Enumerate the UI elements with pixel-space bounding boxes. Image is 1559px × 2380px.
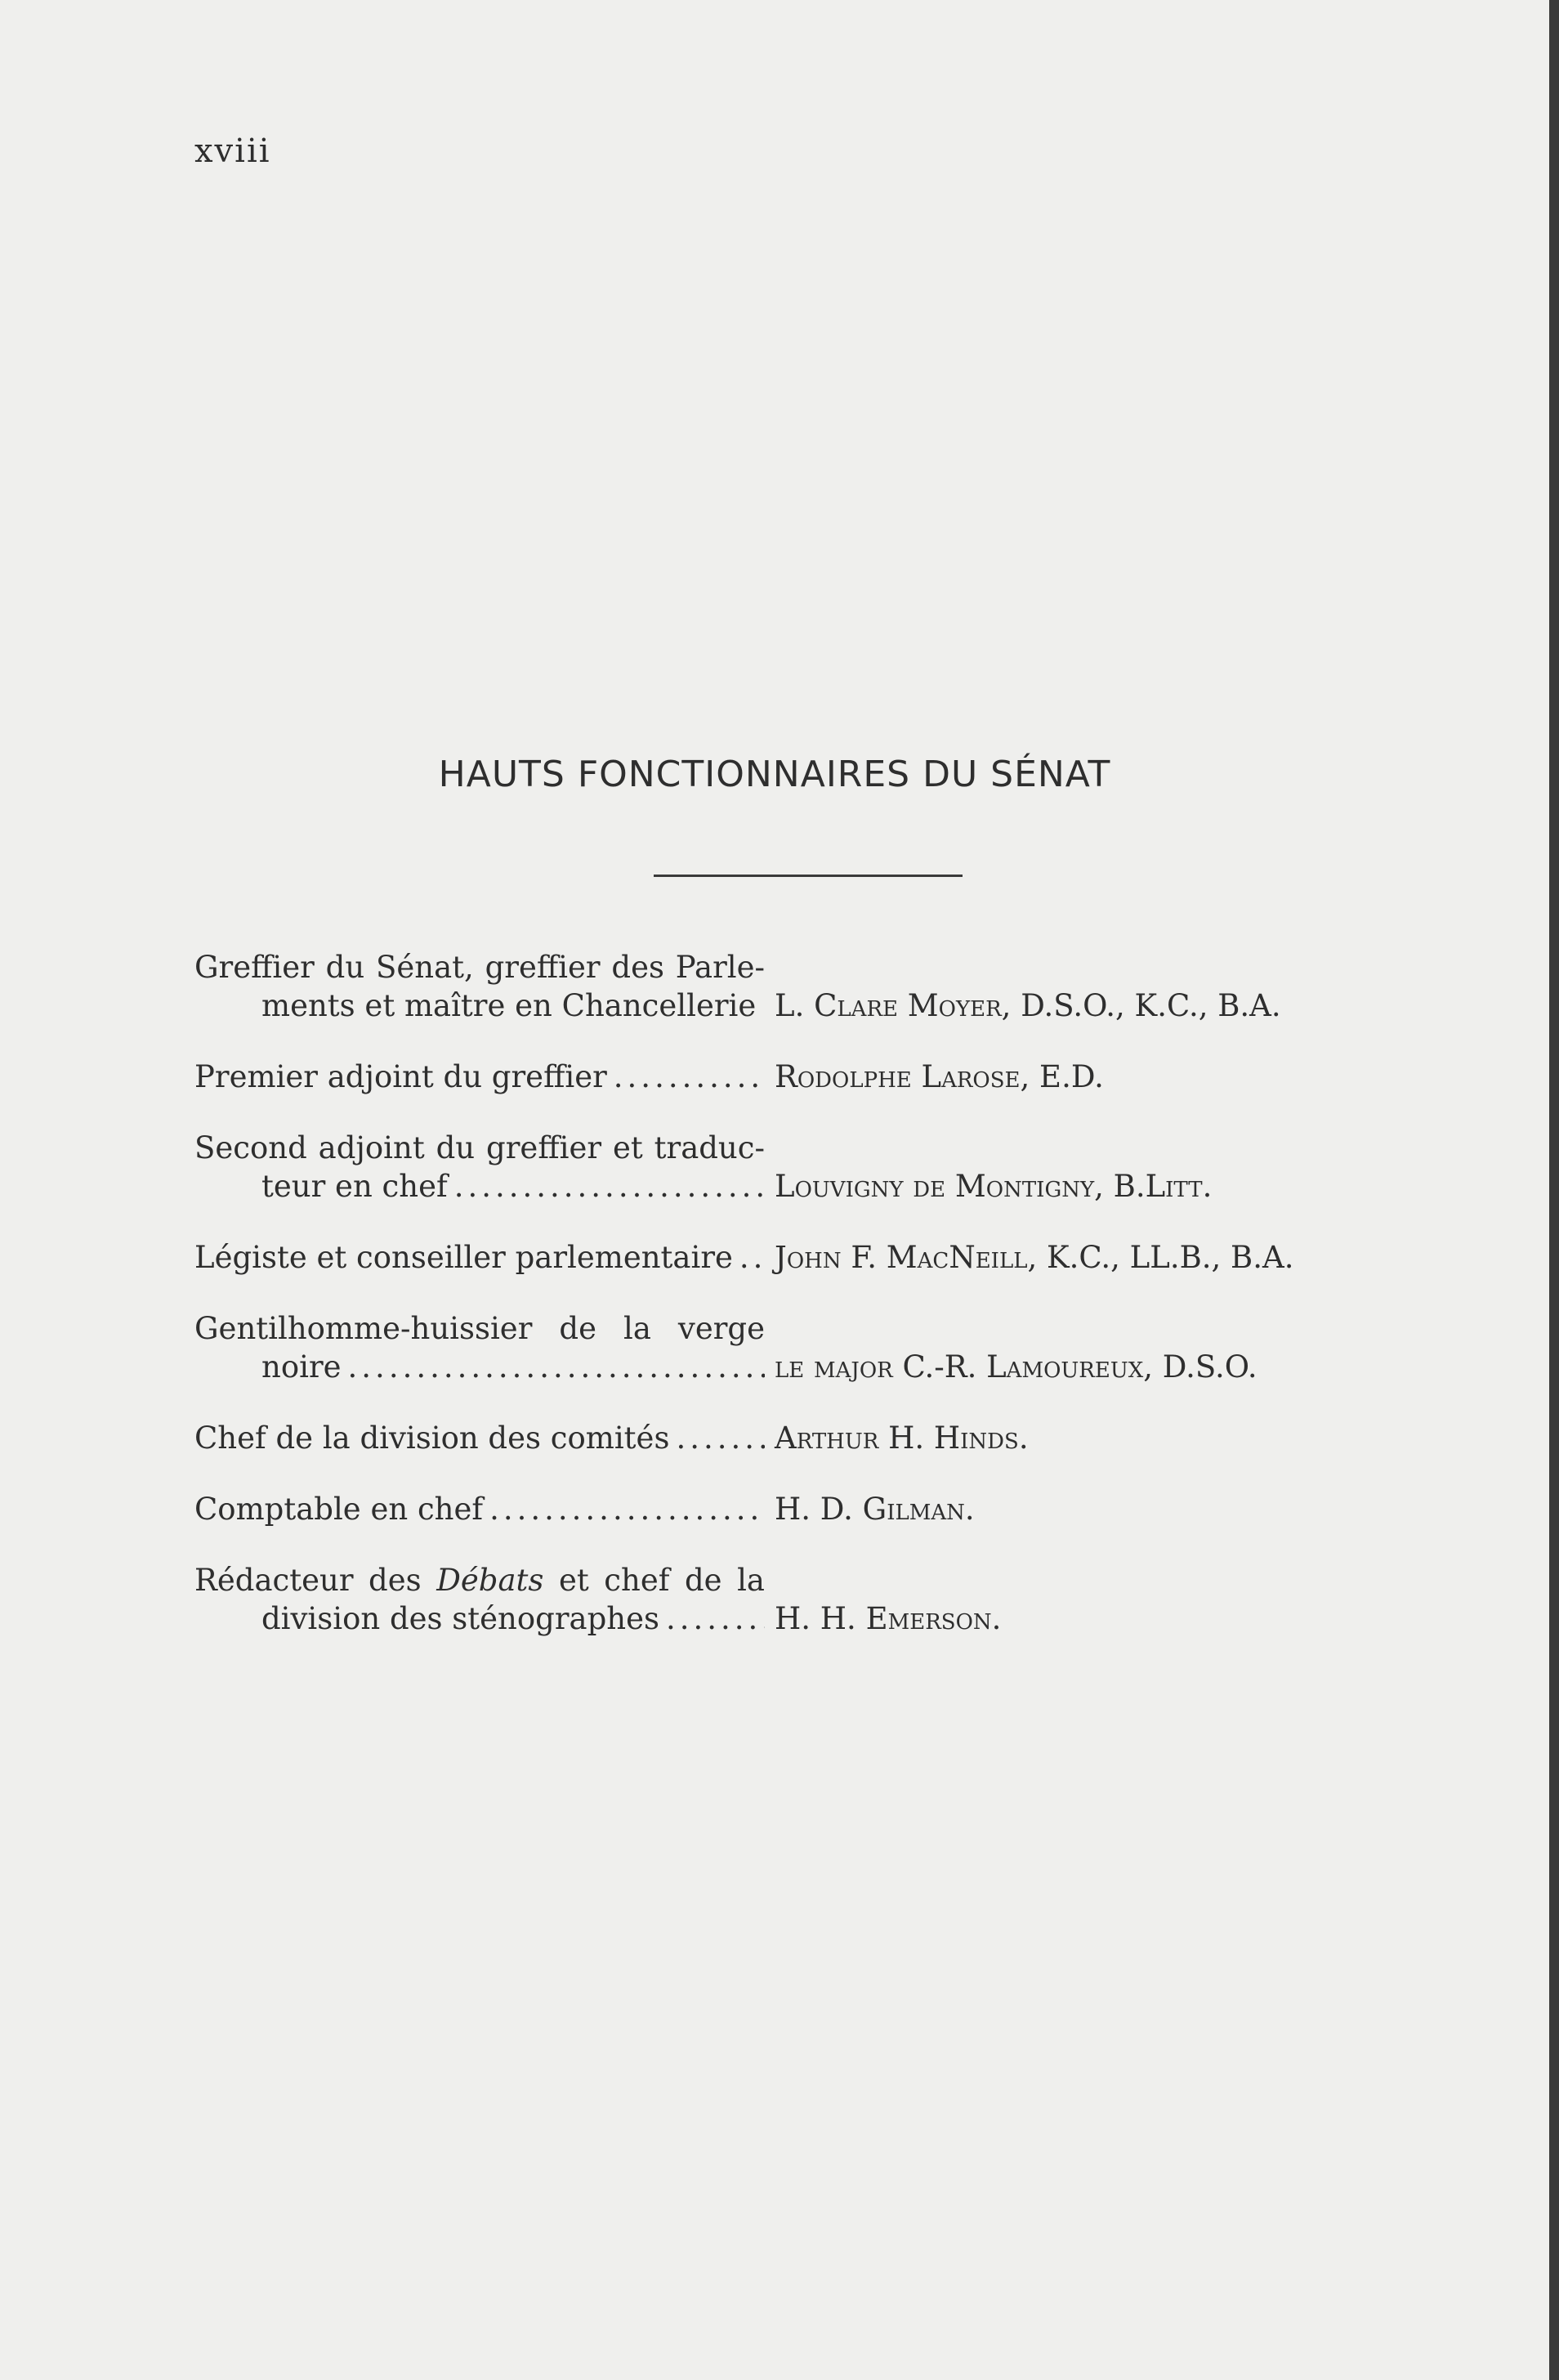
officers-list xyxy=(194,948,1420,1671)
officer-name: H. D. Gilman. xyxy=(775,1492,975,1527)
officer-entry-second-assistant xyxy=(194,1129,1420,1206)
dot-leader xyxy=(607,1058,765,1096)
officer-entry-committees xyxy=(194,1419,1420,1457)
office-title-continued: division des sténographes xyxy=(261,1601,659,1636)
office-title-continued: ments et maître en Chancellerie xyxy=(261,988,757,1023)
dot-leader xyxy=(733,1238,765,1277)
office-title: Comptable en chef xyxy=(194,1492,484,1527)
dot-leader xyxy=(659,1599,765,1638)
officer-entry-accountant xyxy=(194,1490,1420,1528)
officer-name: H. H. Emerson. xyxy=(775,1601,1002,1636)
officer-name: Arthur H. Hinds. xyxy=(775,1420,1029,1456)
office-title: Second adjoint du greffier et traduc- xyxy=(194,1130,765,1165)
officer-name: Louvigny de Montigny, B.Litt. xyxy=(775,1169,1213,1204)
dot-leader xyxy=(448,1167,765,1206)
title-divider xyxy=(654,875,963,877)
office-title: Greffier du Sénat, greffier des Parle- xyxy=(194,950,765,985)
office-title-continued: teur en chef xyxy=(261,1169,448,1204)
officer-entry-clerk xyxy=(194,948,1420,1025)
officer-entry-debates-editor xyxy=(194,1561,1420,1638)
officer-entry-first-assistant xyxy=(194,1058,1420,1096)
page-number: xviii xyxy=(194,132,271,170)
dot-leader xyxy=(342,1348,765,1386)
office-title: Légiste et conseiller parlementaire xyxy=(194,1240,733,1275)
debates-italic: Débats xyxy=(436,1563,544,1598)
office-title: Rédacteur des Débats et chef de la xyxy=(194,1563,765,1598)
dot-leader xyxy=(483,1490,765,1528)
officer-entry-law-clerk xyxy=(194,1238,1420,1277)
office-title: Gentilhomme-huissier de la verge xyxy=(194,1311,765,1346)
officer-name: le major C.-R. Lamoureux, D.S.O. xyxy=(775,1349,1257,1385)
dot-leader xyxy=(669,1419,765,1457)
officer-entry-black-rod xyxy=(194,1309,1420,1386)
officer-name: Rodolphe Larose, E.D. xyxy=(775,1059,1104,1094)
office-title: Chef de la division des comités xyxy=(194,1420,670,1456)
officer-name: John F. MacNeill, K.C., LL.B., B.A. xyxy=(775,1240,1294,1275)
office-title-continued: noire xyxy=(261,1349,342,1385)
page-title: HAUTS FONCTIONNAIRES DU SÉNAT xyxy=(438,754,1111,795)
officer-name: L. Clare Moyer, D.S.O., K.C., B.A. xyxy=(775,988,1281,1023)
office-title: Premier adjoint du greffier xyxy=(194,1059,607,1094)
